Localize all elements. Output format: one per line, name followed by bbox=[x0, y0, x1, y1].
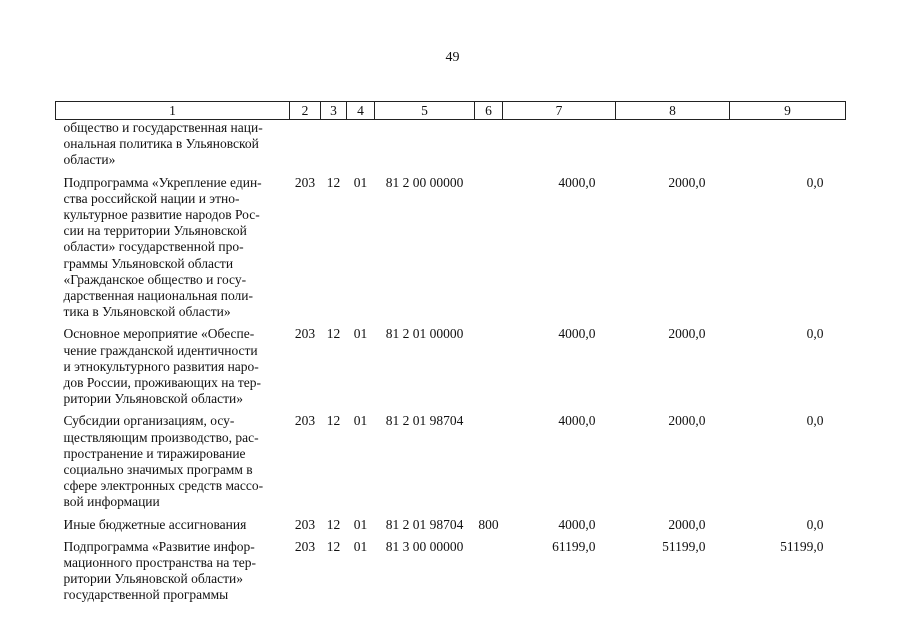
description-line: ритории Ульяновской области» bbox=[63, 391, 244, 407]
column-header: 3 bbox=[321, 102, 347, 120]
cell-admin-code: 203 bbox=[294, 413, 316, 429]
cell-expense-type bbox=[475, 407, 503, 510]
cell-amount-col7: 4000,0 bbox=[558, 413, 596, 429]
table-header-row bbox=[56, 102, 846, 120]
description-line: вой информации bbox=[63, 494, 160, 510]
cell-amount-col8: 2000,0 bbox=[668, 516, 706, 532]
cell-subsection: 01 bbox=[353, 174, 368, 190]
cell-subsection: 01 bbox=[353, 413, 368, 429]
cell-amount-col9: 0,0 bbox=[806, 174, 824, 190]
cell-amount-col8: 51199,0 bbox=[662, 538, 706, 554]
description-line: «Гражданское общество и госу- bbox=[63, 271, 247, 287]
column-header: 9 bbox=[730, 102, 846, 120]
row-description bbox=[56, 169, 290, 321]
description-line: сфере электронных средств массо- bbox=[63, 478, 264, 494]
budget-table-container bbox=[55, 101, 845, 604]
cell-target-article: 81 2 01 98704 bbox=[385, 516, 464, 532]
table-row bbox=[56, 120, 846, 169]
description-line: Субсидии организациям, осу- bbox=[63, 413, 235, 429]
description-line: социально значимых программ в bbox=[63, 462, 253, 478]
cell-amount-col8: 2000,0 bbox=[668, 174, 706, 190]
cell-amount-col7: 61199,0 bbox=[552, 538, 596, 554]
description-line: области» государственной про- bbox=[63, 239, 244, 255]
budget-table bbox=[55, 101, 846, 604]
cell-section bbox=[321, 120, 347, 169]
column-header: 4 bbox=[347, 102, 375, 120]
cell-amount-col7 bbox=[503, 120, 616, 169]
description-line: общество и государственная наци- bbox=[63, 120, 263, 135]
table-row bbox=[56, 407, 846, 510]
cell-expense-type bbox=[475, 120, 503, 169]
row-description bbox=[56, 407, 290, 510]
cell-amount-col7: 4000,0 bbox=[558, 174, 596, 190]
cell-admin-code: 203 bbox=[294, 516, 316, 532]
cell-expense-type: 800 bbox=[478, 516, 499, 532]
description-line: ществляющим производство, рас- bbox=[63, 429, 259, 445]
cell-subsection: 01 bbox=[353, 538, 368, 554]
description-line: граммы Ульяновской области bbox=[63, 255, 234, 271]
cell-amount-col9: 0,0 bbox=[806, 413, 824, 429]
description-line: области» bbox=[63, 152, 116, 168]
table-row bbox=[56, 320, 846, 407]
description-line: дарственная национальная поли- bbox=[63, 288, 254, 304]
cell-section: 12 bbox=[326, 516, 341, 532]
description-line: мационного пространства на тер- bbox=[63, 555, 256, 571]
cell-section: 12 bbox=[326, 538, 341, 554]
table-body bbox=[56, 120, 846, 604]
description-line: дов России, проживающих на тер- bbox=[63, 375, 261, 391]
cell-subsection bbox=[347, 120, 375, 169]
cell-expense-type bbox=[475, 533, 503, 604]
table-row bbox=[56, 533, 846, 604]
row-description bbox=[56, 120, 290, 169]
cell-expense-type bbox=[475, 320, 503, 407]
description-line: пространение и тиражирование bbox=[63, 445, 246, 461]
table-row bbox=[56, 169, 846, 321]
description-line: Основное мероприятие «Обеспе- bbox=[63, 326, 255, 342]
cell-target-article: 81 3 00 00000 bbox=[385, 538, 464, 554]
description-line: сии на территории Ульяновской bbox=[63, 223, 247, 239]
row-description bbox=[56, 320, 290, 407]
cell-amount-col8 bbox=[616, 120, 730, 169]
description-line: ства российской нации и этно- bbox=[63, 190, 240, 206]
cell-section: 12 bbox=[326, 413, 341, 429]
cell-target-article bbox=[375, 120, 475, 169]
cell-admin-code: 203 bbox=[294, 326, 316, 342]
description-line: ритории Ульяновской области» bbox=[63, 571, 244, 587]
cell-subsection: 01 bbox=[353, 516, 368, 532]
column-header: 2 bbox=[290, 102, 321, 120]
description-line: тика в Ульяновской области» bbox=[63, 304, 231, 320]
cell-expense-type bbox=[475, 169, 503, 321]
description-line: Подпрограмма «Укрепление един- bbox=[63, 174, 262, 190]
column-header: 8 bbox=[616, 102, 730, 120]
description-line: ональная политика в Ульяновской bbox=[63, 136, 259, 152]
cell-amount-col9: 51199,0 bbox=[780, 538, 824, 554]
cell-admin-code: 203 bbox=[294, 174, 316, 190]
cell-target-article: 81 2 01 98704 bbox=[385, 413, 464, 429]
description-line: Подпрограмма «Развитие инфор- bbox=[63, 538, 255, 554]
page-number: 49 bbox=[445, 50, 460, 65]
row-description bbox=[56, 533, 290, 604]
cell-amount-col7: 4000,0 bbox=[558, 516, 596, 532]
cell-subsection: 01 bbox=[353, 326, 368, 342]
description-line: культурное развитие народов Рос- bbox=[63, 207, 260, 223]
cell-amount-col9: 0,0 bbox=[806, 326, 824, 342]
description-line: государственной программы bbox=[63, 587, 229, 603]
column-header: 7 bbox=[503, 102, 616, 120]
cell-admin-code: 203 bbox=[294, 538, 316, 554]
cell-section: 12 bbox=[326, 174, 341, 190]
description-line: и этнокультурного развития наро- bbox=[63, 358, 259, 374]
table-row bbox=[56, 511, 846, 533]
cell-amount-col8: 2000,0 bbox=[668, 326, 706, 342]
cell-amount-col7: 4000,0 bbox=[558, 326, 596, 342]
cell-amount-col9 bbox=[730, 120, 846, 169]
cell-target-article: 81 2 01 00000 bbox=[385, 326, 464, 342]
column-header: 6 bbox=[475, 102, 503, 120]
cell-amount-col8: 2000,0 bbox=[668, 413, 706, 429]
cell-section: 12 bbox=[326, 326, 341, 342]
description-line: Иные бюджетные ассигнования bbox=[63, 516, 247, 532]
column-header: 1 bbox=[56, 102, 290, 120]
description-line: чение гражданской идентичности bbox=[63, 342, 258, 358]
column-header: 5 bbox=[375, 102, 475, 120]
cell-target-article: 81 2 00 00000 bbox=[385, 174, 464, 190]
row-description bbox=[56, 511, 290, 533]
cell-admin-code bbox=[290, 120, 321, 169]
cell-amount-col9: 0,0 bbox=[806, 516, 824, 532]
